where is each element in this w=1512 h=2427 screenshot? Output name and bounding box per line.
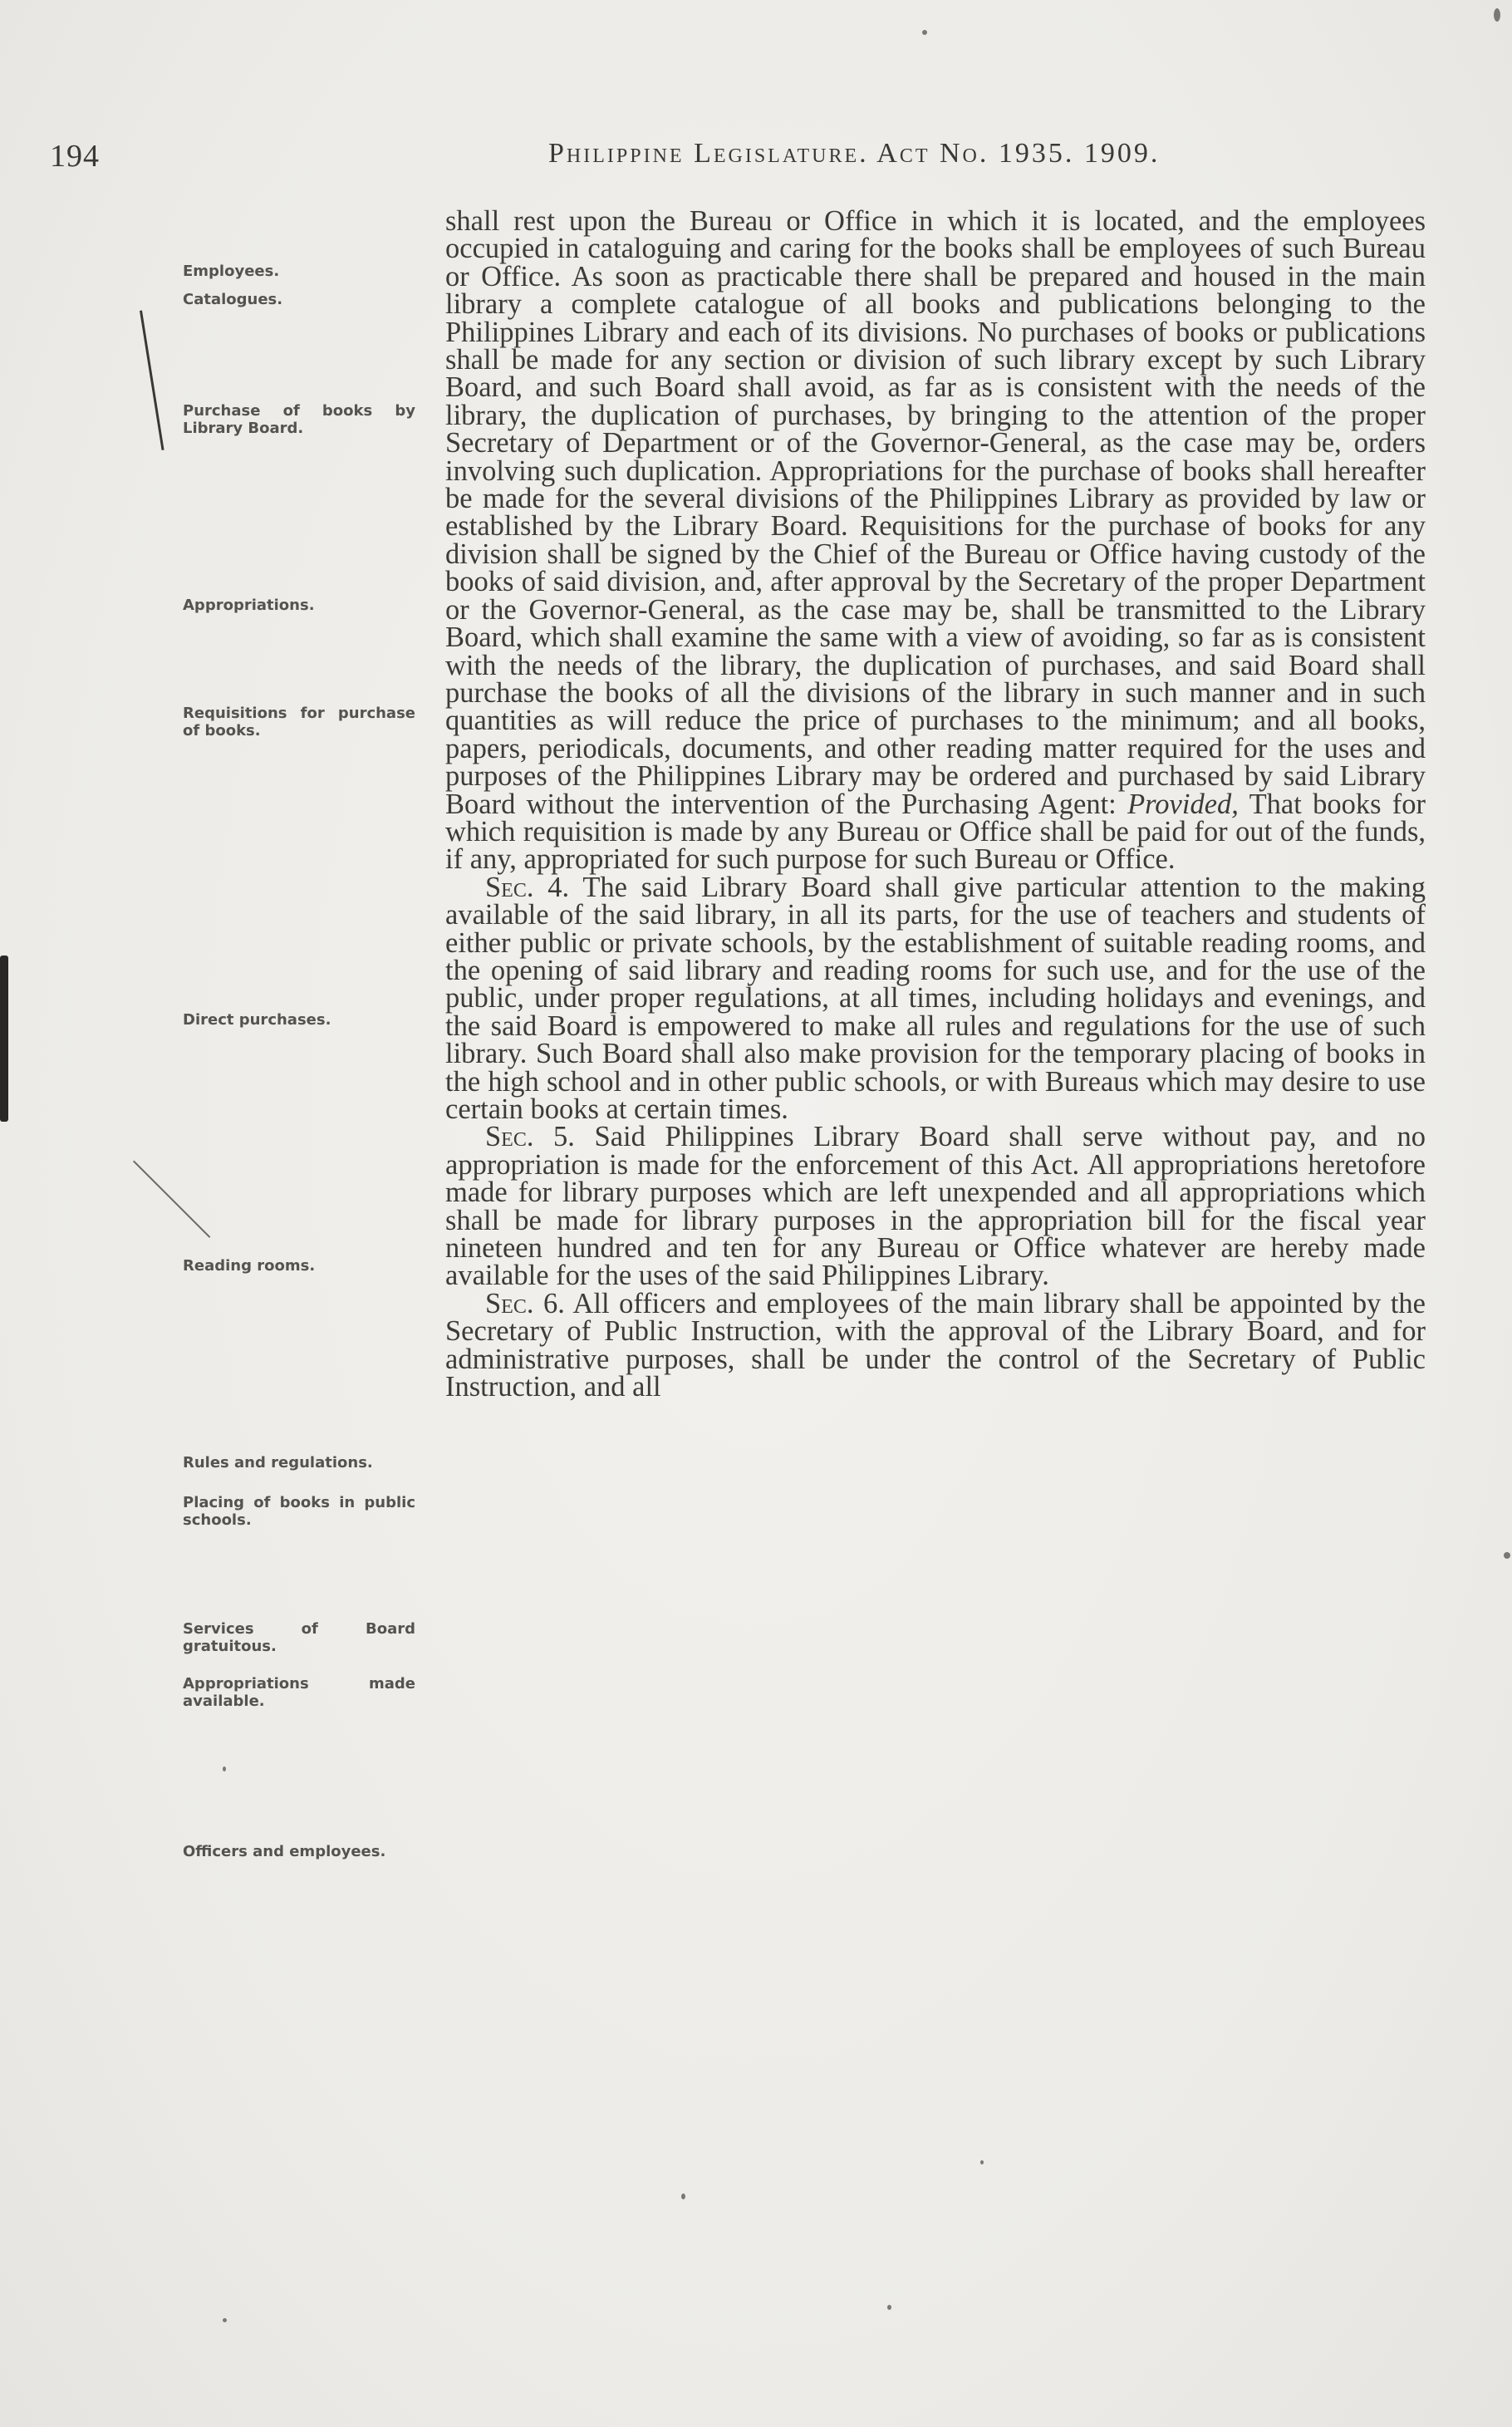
section-4-label: Sec. 4. — [485, 871, 570, 903]
body-text — [445, 205, 1426, 1403]
section-5 — [445, 1123, 1426, 1290]
margin-note-rules: Rules and regulations. — [183, 1454, 373, 1471]
page-number: 194 — [50, 139, 100, 174]
margin-note-requisitions: Requisitions for purchase of books. — [183, 705, 415, 739]
section-5-text: Said Philippines Library Board shall serve without pay, and no appropriation is made for the enforcement of this Act. All appropriations heretofore made for library purposes which are left unexpended and all appropriations which shall be made for library purposes in the appropriation bill for the fiscal year nineteen hundred and ten for any Bureau or Office whatever are hereby made available for the uses of the said Philippines Library. — [445, 1121, 1426, 1292]
margin-note-services-gratuitous: Services of Board gratuitous. — [183, 1620, 415, 1655]
margin-note-catalogues: Catalogues. — [183, 291, 283, 308]
scan-speck — [980, 2160, 984, 2164]
pencil-mark-diagonal — [133, 1161, 210, 1238]
scan-speck — [681, 2194, 685, 2199]
margin-note-purchase-by-board: Purchase of books by Library Board. — [183, 402, 415, 437]
margin-note-officers-employees: Officers and employees. — [183, 1843, 386, 1860]
margin-note-appropriations: Appropriations. — [183, 597, 315, 614]
scan-speck — [223, 2318, 227, 2322]
scan-speck — [887, 2305, 891, 2310]
section-4 — [445, 871, 1426, 1125]
margin-note-employees: Employees. — [183, 263, 280, 280]
running-head: Philippine Legislature. Act No. 1935. 1909. — [548, 138, 1161, 169]
section-6-label: Sec. 6. — [485, 1287, 565, 1319]
margin-note-direct-purchases: Direct purchases. — [183, 1011, 331, 1029]
paragraph-continuation — [445, 205, 1426, 876]
proviso-italic: Provided, — [1127, 788, 1239, 820]
scan-speck — [922, 30, 927, 35]
section-6 — [445, 1287, 1426, 1403]
margin-note-reading-rooms: Reading rooms. — [183, 1257, 316, 1275]
margin-note-placing-books: Placing of books in public schools. — [183, 1494, 415, 1529]
scan-speck — [1504, 1552, 1510, 1559]
margin-note-appropriations-available: Appropriations made available. — [183, 1675, 415, 1710]
scan-speck — [1494, 8, 1500, 22]
scan-edge-mark — [0, 956, 8, 1122]
paragraph-text: shall rest upon the Bureau or Office in which it is located, and the employees occupied in cataloguing and caring for the books shall be employees of such Bureau or Office. As soon as practicable there shall be prepared and housed in the main library a complete catalogue of all books and publications belonging to the Philippines Library and each of its divisions. No purchases of books or publications shall be made for any section or division of such library except by such Library Board, and such Board shall avoid, as far as is consistent with the needs of the library, the duplication of purchases, by bringing to the attention of the proper Secretary of Department or of the Governor-General, as the case may be, orders involving such duplication. Appropriations for the purchase of books shall hereafter be made for the several divisions of the Philippines Library as provided by law or established by the Library Board. Requisitions for the purchase of books for any division shall be signed by the Chief of the Bureau or Office having custody of the books of said division, and, after approval by the Secretary of the proper Department or the Governor-General, as the case may be, shall be transmitted to the Library Board, which shall examine the same with a view of avoiding, so far as is consistent with the needs of the library, the duplication of purchases, and said Board shall purchase the books of all the divisions of the library in such manner and in such quantities as will reduce the price of purchases to the minimum; and all books, papers, periodicals, documents, and other reading matter required for the uses and purposes of the Philippines Library may be ordered and purchased by said Library Board without the intervention of the Purchasing Agent: — [445, 205, 1426, 820]
scan-speck — [223, 1766, 226, 1771]
paragraph-tail: That books for which requisition is made by any Bureau or Office shall be paid for out of the funds, if any, appropriated for such purpose for such Bureau or Office. — [445, 788, 1426, 876]
section-4-text: The said Library Board shall give particular attention to the making available of the said library, in all its parts, for the use of teachers and students of either public or private schools, by the establishment of suitable reading rooms, and the opening of said library and reading rooms for such use, and for the use of the public, under proper regulations, at all times, including holidays and evenings, and the said Board is empowered to make all rules and regulations for the use of such library. Such Board shall also make provision for the temporary placing of books in the high school and in other public schools, or with Bureaus which may desire to use certain books at certain times. — [445, 871, 1426, 1125]
section-6-text: All officers and employees of the main library shall be appointed by the Secretary of Public Instruction, with the approval of the Library Board, and for administrative purposes, shall be under the control of the Secretary of Public Instruction, and all — [445, 1287, 1426, 1403]
pencil-mark-vertical — [140, 311, 164, 450]
section-5-label: Sec. 5. — [485, 1121, 575, 1153]
